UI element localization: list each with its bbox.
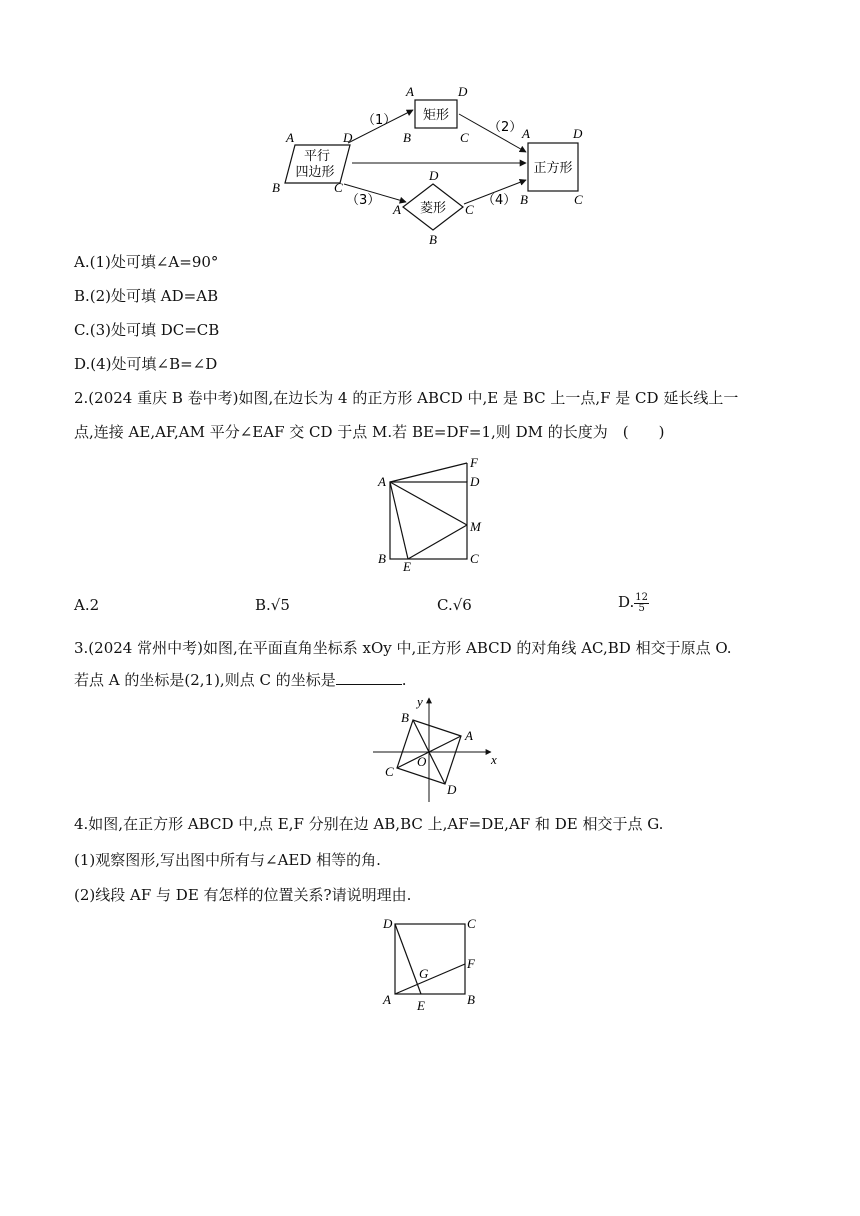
- square-vertex-B: B: [520, 192, 528, 207]
- q2-option-c: C.√6: [437, 596, 472, 614]
- q4-point-E: E: [417, 998, 425, 1013]
- q2-option-a: A.2: [74, 596, 100, 614]
- q3-axis-x: x: [491, 752, 497, 767]
- q2-text-line-1: 2.(2024 重庆 B 卷中考)如图,在边长为 4 的正方形 ABCD 中,E 是 BC 上一点,F 是 CD 延长线上一: [74, 389, 739, 407]
- q3-text-line-2: [74, 670, 407, 690]
- q4-point-G: G: [419, 966, 429, 981]
- q3-axis-y: y: [417, 694, 423, 709]
- answer-blank: [336, 670, 402, 685]
- q2-vertex-M: M: [470, 519, 481, 534]
- q2-square-figure: [370, 455, 490, 575]
- parallelogram-vertex-B: B: [272, 180, 280, 195]
- q2-vertex-C: C: [470, 551, 479, 566]
- rectangle-vertex-D: D: [458, 84, 468, 99]
- q3-point-C: C: [385, 764, 394, 779]
- q3-text-line-1: 3.(2024 常州中考)如图,在平面直角坐标系 xOy 中,正方形 ABCD 的对角线 AC,BD 相交于原点 O.: [74, 639, 732, 657]
- square-vertex-D: D: [573, 126, 583, 141]
- q4-part-1: (1)观察图形,写出图中所有与∠AED 相等的角.: [74, 851, 381, 869]
- q3-text-line-2-post: .: [401, 671, 407, 689]
- parallelogram-label-1: 平行: [303, 149, 331, 164]
- q2-option-d-fraction: [634, 593, 649, 614]
- q2-vertex-A: A: [378, 474, 386, 489]
- q4-vertex-B: B: [467, 992, 475, 1007]
- q3-point-A: A: [465, 728, 473, 743]
- q2-vertex-E: E: [403, 559, 411, 574]
- rhombus-vertex-B: B: [429, 232, 437, 247]
- parallelogram-label-2: 四边形: [295, 165, 335, 180]
- q3-coordinate-figure: [365, 692, 505, 808]
- q2-vertex-B: B: [378, 551, 386, 566]
- rectangle-label: 矩形: [422, 108, 450, 123]
- step-label-3: （3）: [346, 193, 381, 208]
- step-label-1: （1）: [362, 113, 397, 128]
- q4-vertex-C: C: [467, 916, 476, 931]
- rectangle-vertex-A: A: [406, 84, 414, 99]
- q4-square-figure: [375, 912, 485, 1017]
- rectangle-vertex-B: B: [403, 130, 411, 145]
- q2-vertex-F: F: [470, 455, 478, 470]
- step-label-4: （4）: [482, 193, 517, 208]
- q4-vertex-A: A: [383, 992, 391, 1007]
- q2-text-line-2: 点,连接 AE,AF,AM 平分∠EAF 交 CD 于点 M.若 BE=DF=1,则 DM 的长度为 ( ): [74, 423, 665, 441]
- q2-option-b: B.√5: [255, 596, 290, 614]
- q1-option-c: C.(3)处可填 DC=CB: [74, 321, 220, 339]
- q2-vertex-D: D: [470, 474, 480, 489]
- q3-origin-O: O: [417, 754, 427, 769]
- quadrilateral-flow-diagram: [270, 80, 600, 250]
- parallelogram-vertex-C: C: [334, 180, 343, 195]
- q1-option-a: A.(1)处可填∠A=90°: [74, 253, 219, 271]
- q4-vertex-D: D: [383, 916, 393, 931]
- q3-point-D: D: [447, 782, 457, 797]
- square-vertex-C: C: [574, 192, 583, 207]
- rhombus-label: 菱形: [419, 201, 447, 216]
- q3-text-line-2-pre: 若点 A 的坐标是(2,1),则点 C 的坐标是: [74, 671, 336, 689]
- q1-option-d: D.(4)处可填∠B=∠D: [74, 355, 218, 373]
- step-label-2: （2）: [488, 120, 523, 135]
- q2-option-d-prefix: D.: [618, 593, 635, 611]
- q3-point-B: B: [401, 710, 409, 725]
- rhombus-vertex-D: D: [429, 168, 439, 183]
- q4-point-F: F: [467, 956, 475, 971]
- square-vertex-A: A: [522, 126, 530, 141]
- fraction-denominator: 5: [638, 602, 645, 614]
- q4-part-2: (2)线段 AF 与 DE 有怎样的位置关系?请说明理由.: [74, 886, 412, 904]
- q2-option-d: [618, 592, 649, 614]
- q4-text-line-1: 4.如图,在正方形 ABCD 中,点 E,F 分别在边 AB,BC 上,AF=DE,AF 和 DE 相交于点 G.: [74, 815, 664, 833]
- q1-option-b: B.(2)处可填 AD=AB: [74, 287, 219, 305]
- square-label: 正方形: [533, 161, 573, 176]
- rectangle-vertex-C: C: [460, 130, 469, 145]
- rhombus-vertex-A: A: [393, 202, 401, 217]
- parallelogram-vertex-D: D: [343, 130, 353, 145]
- parallelogram-vertex-A: A: [286, 130, 294, 145]
- fraction-numerator: 12: [635, 591, 648, 603]
- rhombus-vertex-C: C: [465, 202, 474, 217]
